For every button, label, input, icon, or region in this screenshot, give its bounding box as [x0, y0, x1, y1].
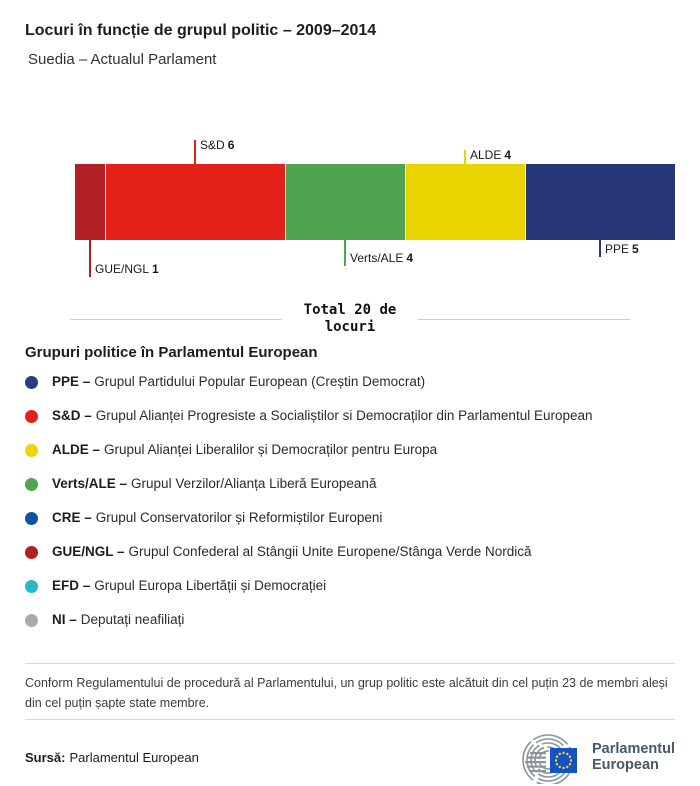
callout-label-verts-ale: Verts/ALE 4 [350, 251, 414, 265]
legend-item-alde [25, 443, 675, 457]
legend-item-cre [25, 511, 675, 525]
legend-title: Grupuri politice în Parlamentul European [25, 344, 318, 361]
callout-label-ppe: PPE 5 [605, 242, 639, 256]
legend-desc: Deputați neafiliați [80, 612, 185, 627]
total-seats-label: Total 20 de locuri [303, 302, 397, 335]
legend-dot-ni [25, 614, 38, 627]
ep-logo-line1: Parlamentul [592, 741, 675, 757]
callout-tick-ppe [599, 240, 601, 257]
legend-dot-cre [25, 512, 38, 525]
legend-code: Verts/ALE – [52, 476, 128, 491]
legend-item-sd [25, 409, 675, 423]
total-seats-row [25, 302, 675, 336]
ep-logo-line2: European [592, 757, 659, 773]
procedure-note: Conform Regulamentului de procedură al Parlamentului, un grup politic este alcătuit din cel puțin 23 de membri aleși din cel puțin șapte state membre. [25, 676, 668, 710]
bar-segment-ppe[interactable] [525, 164, 675, 240]
total-rule-right [418, 319, 630, 320]
legend-dot-verts-ale [25, 478, 38, 491]
legend-code: ALDE – [52, 442, 101, 457]
page-subtitle: Suedia – Actualul Parlament [28, 51, 217, 68]
legend-code: S&D – [52, 408, 92, 423]
header [25, 0, 675, 69]
legend-item-ni [25, 613, 675, 627]
legend-item-ppe [25, 375, 675, 389]
total-rule-left [70, 319, 282, 320]
callout-tick-alde [464, 150, 466, 164]
callout-label-alde: ALDE 4 [470, 148, 512, 162]
legend-item-efd [25, 579, 675, 593]
bar-segment-gue-ngl[interactable] [75, 164, 105, 240]
legend-desc: Grupul Partidului Popular European (Creștin Democrat) [94, 374, 426, 389]
legend-code: CRE – [52, 510, 92, 525]
callout-label-gue-ngl: GUE/NGL 1 [95, 262, 159, 276]
legend-desc: Grupul Confederal al Stângii Unite Europene/Stânga Verde Nordică [128, 544, 532, 559]
legend-desc: Grupul Conservatorilor și Reformiștilor Europeni [95, 510, 383, 525]
eu-flag [550, 748, 577, 773]
legend-dot-ppe [25, 376, 38, 389]
legend-code: NI – [52, 612, 77, 627]
legend-dot-gue-ngl [25, 546, 38, 559]
legend-desc: Grupul Alianței Progresiste a Socialiștilor si Democraților din Parlamentul European [95, 408, 593, 423]
bar-segment-verts-ale[interactable] [285, 164, 405, 240]
ep-hemicycle-icon [510, 730, 584, 784]
ep-logo [510, 730, 675, 784]
legend-list [25, 375, 675, 627]
bar-segment-alde[interactable] [405, 164, 525, 240]
legend-dot-sd [25, 410, 38, 423]
bar-segment-s-d[interactable] [105, 164, 285, 240]
ep-logo-text [592, 741, 675, 773]
legend-item-verts-ale [25, 477, 675, 491]
legend-desc: Grupul Verzilor/Alianța Liberă Europeană [131, 476, 377, 491]
page-title: Locuri în funcție de grupul politic – 2009–2014 [25, 22, 377, 39]
source-value: Parlamentul European [69, 749, 199, 765]
legend-code: EFD – [52, 578, 91, 593]
divider-bottom [25, 719, 675, 720]
legend-desc: Grupul Europa Libertății și Democrației [94, 578, 327, 593]
callout-tick-verts-ale [344, 240, 346, 266]
legend-dot-alde [25, 444, 38, 457]
legend-desc: Grupul Alianței Liberalilor și Democraților pentru Europa [104, 442, 438, 457]
seat-chart [25, 69, 675, 284]
divider-top [25, 663, 675, 664]
legend-item-gue-ngl [25, 545, 675, 559]
legend-dot-efd [25, 580, 38, 593]
legend-code: PPE – [52, 374, 91, 389]
callout-label-s-d: S&D 6 [200, 138, 235, 152]
source-label: Sursă: [25, 749, 66, 765]
callout-tick-s-d [194, 140, 196, 164]
legend-code: GUE/NGL – [52, 544, 125, 559]
source-row [25, 730, 675, 784]
source-text [25, 750, 199, 765]
callout-tick-gue-ngl [89, 240, 91, 277]
seat-bar [75, 164, 675, 240]
